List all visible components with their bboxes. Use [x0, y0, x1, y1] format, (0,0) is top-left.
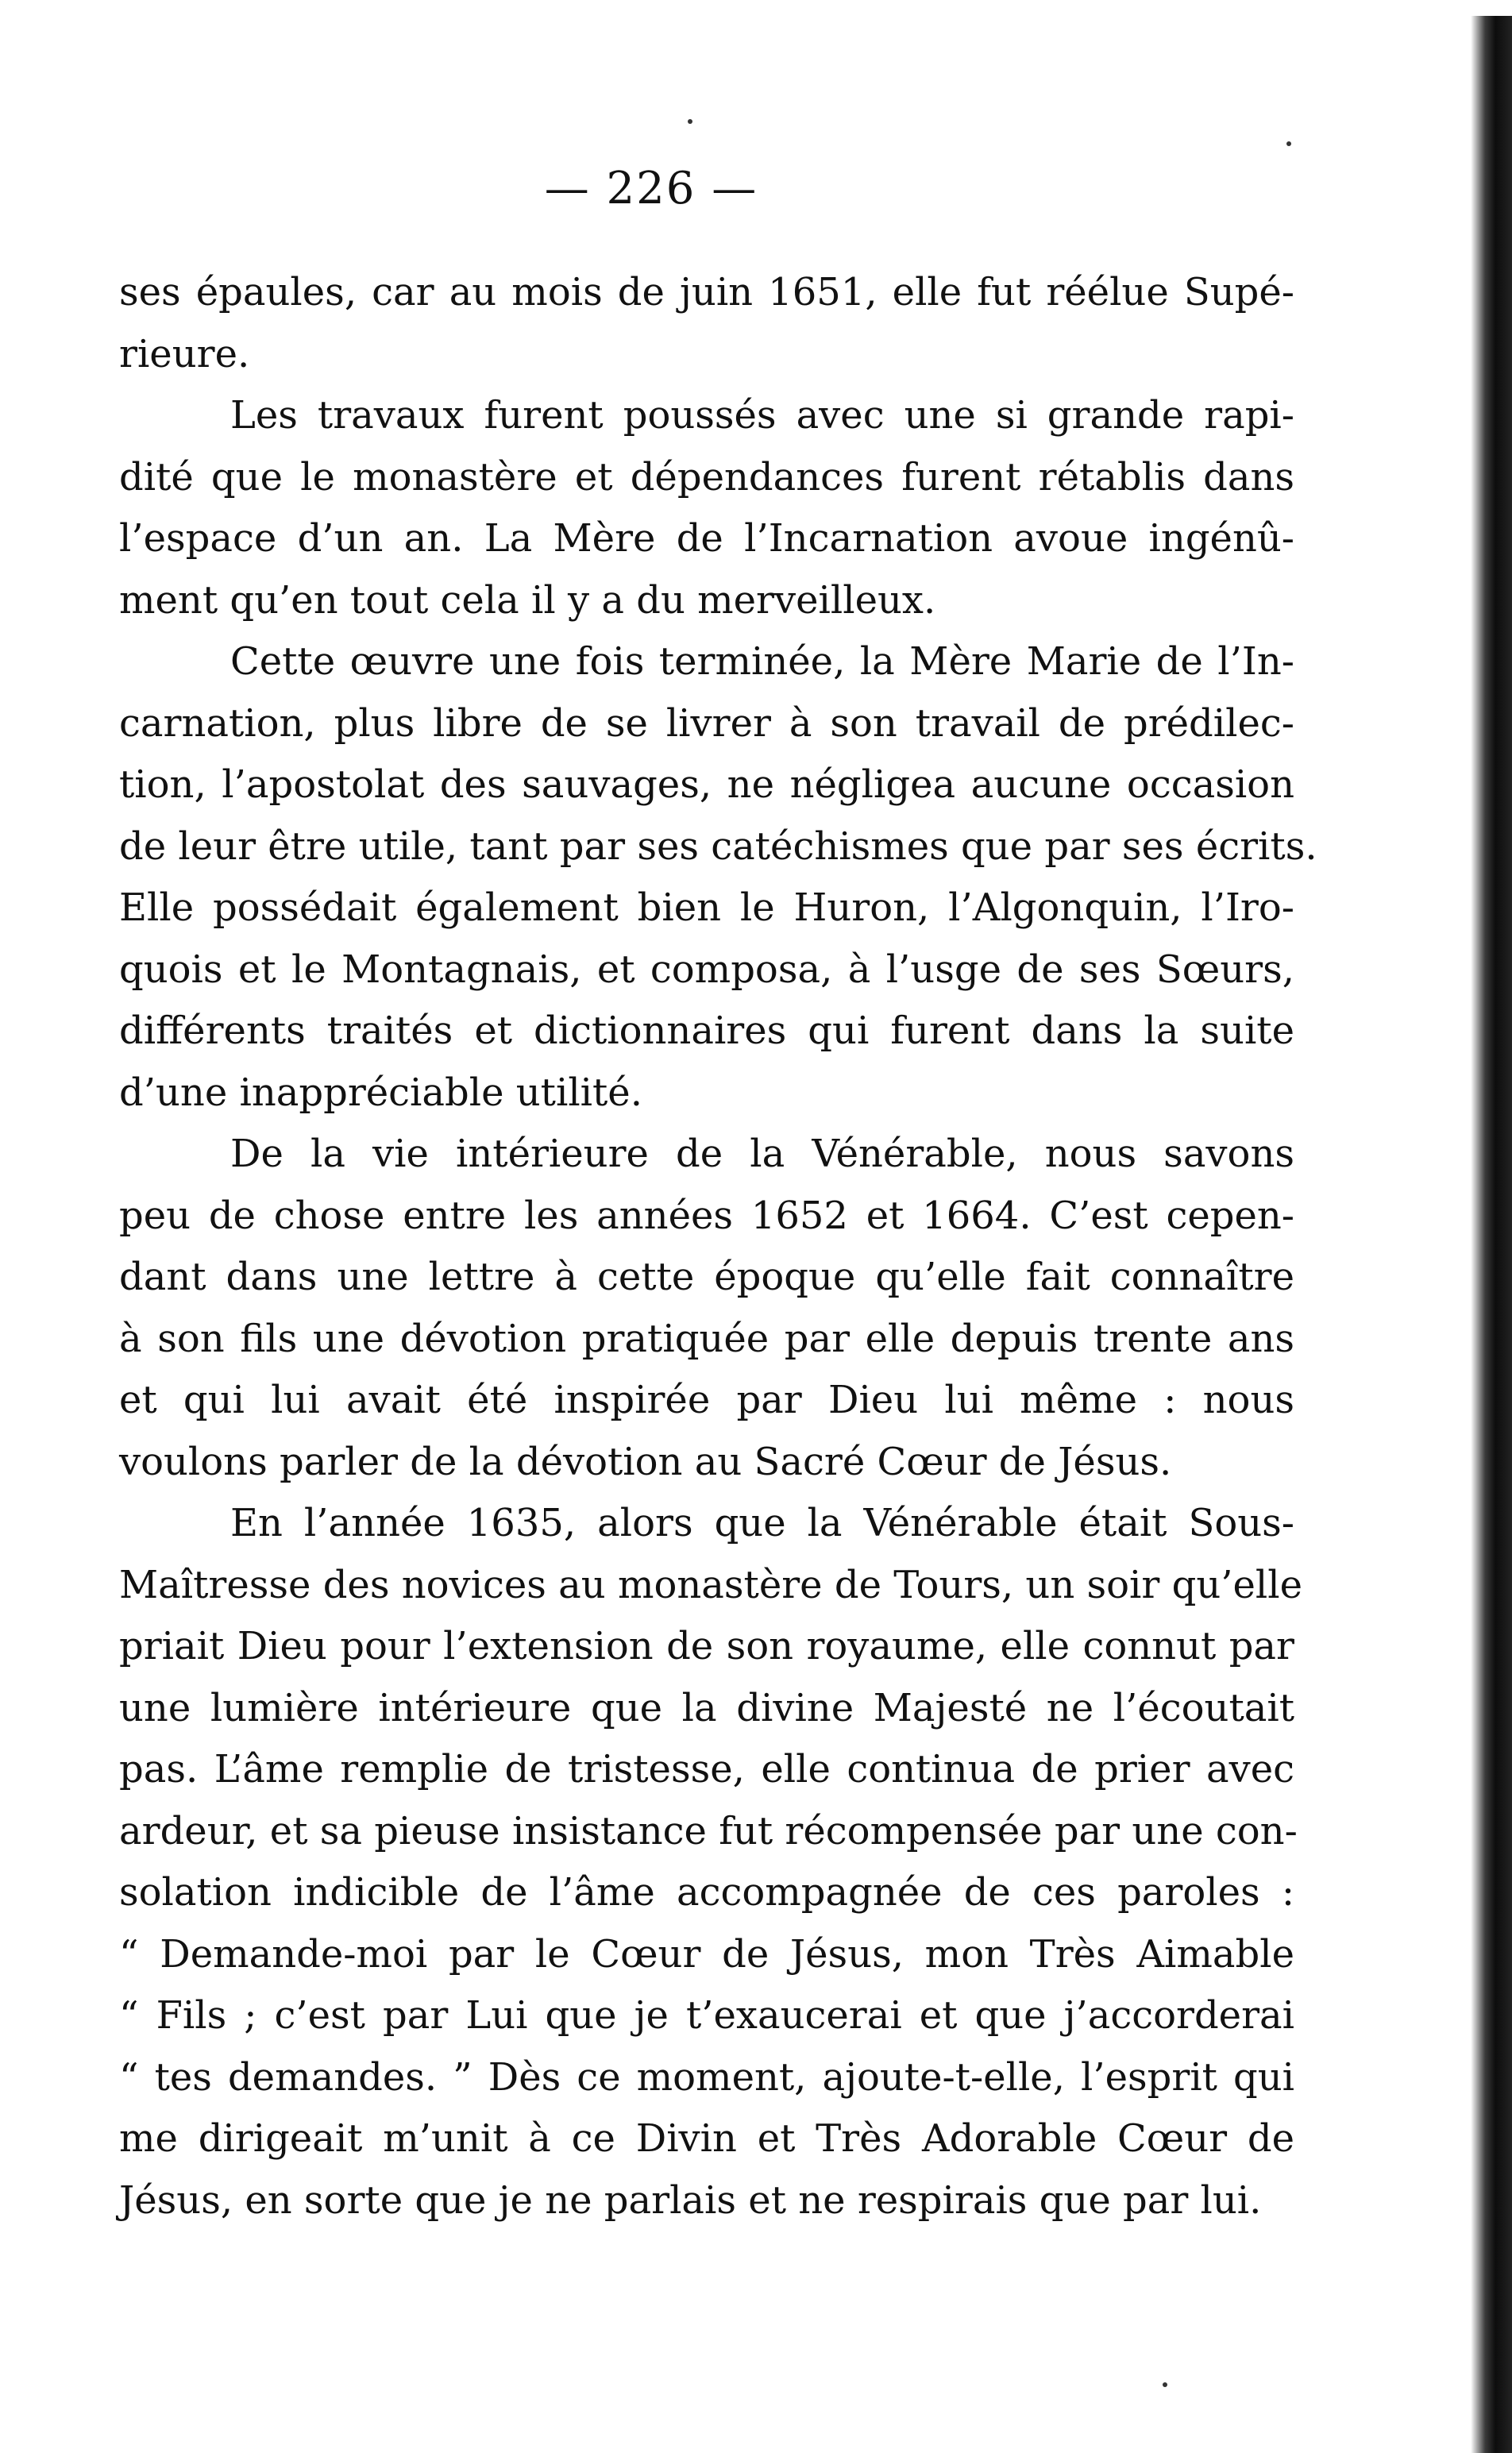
- text-line: “ tes demandes. ” Dès ce moment, ajoute-t-elle, l’esprit qui: [119, 2054, 1294, 2100]
- text-line: et qui lui avait été inspirée par Dieu lui même : nous: [119, 1378, 1294, 1422]
- page-number: — 226 —: [544, 163, 758, 214]
- text-line: priait Dieu pour l’extension de son royaume, elle connut par: [119, 1624, 1294, 1668]
- text-line: rieure.: [119, 331, 250, 376]
- text-line: peu de chose entre les années 1652 et 1664. C’est cepen-: [119, 1193, 1294, 1238]
- text-line: Maîtresse des novices au monastère de Tours, un soir qu’elle: [119, 1562, 1303, 1607]
- paragraph: [119, 385, 1294, 631]
- text-line: “ Demande-moi par le Cœur de Jésus, mon Très Aimable: [119, 1931, 1294, 1977]
- text-line: d’une inappréciable utilité.: [119, 1070, 642, 1115]
- paragraph: [119, 631, 1317, 1124]
- paragraph: [119, 1124, 1294, 1493]
- text-line: tion, l’apostolat des sauvages, ne négligea aucune occasion: [119, 762, 1294, 807]
- text-line: ment qu’en tout cela il y a du merveilleux.: [119, 577, 936, 623]
- text-line: solation indicible de l’âme accompagnée de ces paroles :: [119, 1870, 1294, 1915]
- text-line: voulons parler de la dévotion au Sacré Cœur de Jésus.: [119, 1439, 1172, 1484]
- text-line: “ Fils ; c’est par Lui que je t’exaucerai et que j’accorderai: [119, 1993, 1294, 2038]
- text-line: l’espace d’un an. La Mère de l’Incarnation avoue ingénû-: [119, 516, 1294, 561]
- text-line: De la vie intérieure de la Vénérable, nous savons: [230, 1132, 1294, 1176]
- text-line: quois et le Montagnais, et composa, à l’usge de ses Sœurs,: [119, 947, 1294, 992]
- text-line: pas. L’âme remplie de tristesse, elle continua de prier avec: [119, 1747, 1294, 1792]
- text-line: Les travaux furent poussés avec une si grande rapi-: [230, 393, 1294, 438]
- text-line: Cette œuvre une fois terminée, la Mère Marie de l’In-: [230, 639, 1294, 684]
- page-binding-edge: [1471, 16, 1512, 2453]
- text-line: différents traités et dictionnaires qui furent dans la suite: [119, 1009, 1294, 1053]
- text-line: Elle possédait également bien le Huron, l’Algonquin, l’Iro-: [119, 885, 1294, 930]
- text-line: En l’année 1635, alors que la Vénérable était Sous-: [230, 1501, 1294, 1545]
- text-line: ardeur, et sa pieuse insistance fut récompensée par une con-: [119, 1808, 1298, 1853]
- text-line: de leur être utile, tant par ses catéchismes que par ses écrits.: [119, 823, 1317, 869]
- paragraph: [119, 262, 1294, 385]
- text-line: carnation, plus libre de se livrer à son travail de prédilec-: [119, 700, 1294, 746]
- text-line: me dirigeait m’unit à ce Divin et Très Adorable Cœur de: [119, 2116, 1294, 2161]
- text-line: une lumière intérieure que la divine Majesté ne l’écoutait: [119, 1685, 1294, 1730]
- text-line: ses épaules, car au mois de juin 1651, elle fut réélue Supé-: [119, 270, 1294, 314]
- text-line: dant dans une lettre à cette époque qu’elle fait connaître: [119, 1255, 1294, 1299]
- text-line: dité que le monastère et dépendances furent rétablis dans: [119, 454, 1294, 499]
- ink-speck: [688, 119, 692, 124]
- text-line: à son fils une dévotion pratiquée par elle depuis trente ans: [119, 1316, 1294, 1361]
- body-text: [119, 262, 1317, 2231]
- ink-speck: [1163, 2382, 1167, 2387]
- text-line: Jésus, en sorte que je ne parlais et ne respirais que par lui.: [119, 2177, 1262, 2223]
- paragraph: [119, 1493, 1303, 2231]
- ink-speck: [1286, 141, 1291, 146]
